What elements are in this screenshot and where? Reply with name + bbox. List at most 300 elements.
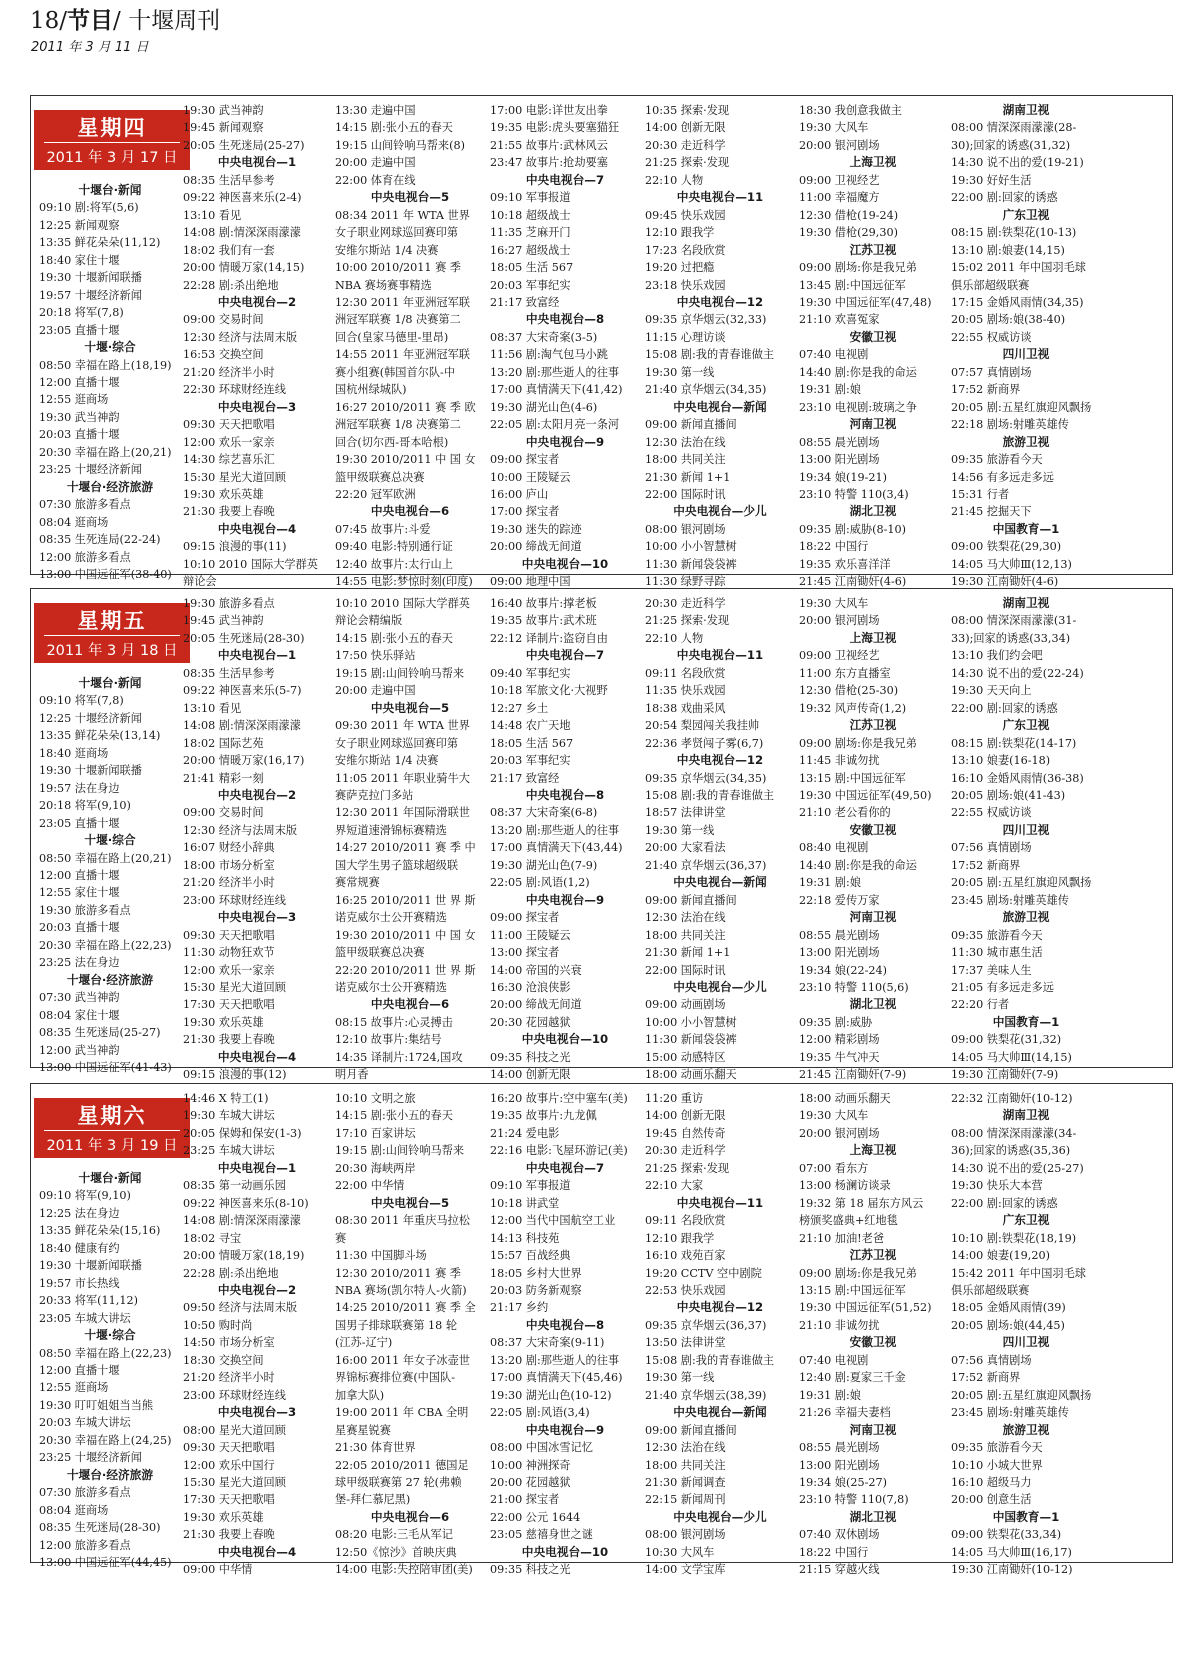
program-entry: 14:55 2011 年亚洲冠军联 [335, 348, 470, 362]
program-entry: 国杭州绿城队) [335, 383, 407, 397]
program-entry: 10:10 2010 国际大学群英 [183, 557, 318, 571]
program-entry: 23:05 车城大讲坛 [39, 1311, 131, 1325]
program-entry: 18:00 市场分析室 [183, 858, 275, 872]
channel-heading: 中央电视台—5 [370, 700, 450, 715]
program-entry: 16:10 金婚风雨情(36-38) [951, 771, 1084, 785]
program-entry: 20:00 银河剧场 [799, 138, 880, 152]
program-entry: 14:00 电影:失控陪审团(美) [335, 1563, 473, 1577]
program-entry: 22:05 2010/2011 德国足 [335, 1458, 469, 1472]
schedule-column [183, 595, 331, 1082]
program-entry: 12:30 2011 年国际滑联世 [335, 806, 470, 820]
program-entry: 19:30 好好生活 [951, 173, 1032, 187]
program-entry: 22:00 中华情 [335, 1179, 405, 1193]
program-entry: 14:08 剧:情深深雨濛濛 [183, 226, 301, 240]
program-entry: 13:10 娘妻(16-18) [951, 754, 1051, 768]
program-entry: 14:00 文学宝库 [645, 1563, 726, 1577]
channel-heading: 广东卫视 [1002, 207, 1050, 222]
program-entry: 17:10 百家讲坛 [335, 1126, 416, 1140]
program-entry: 22:12 译制片:盗窃自由 [490, 631, 608, 645]
program-entry: 18:05 生活 567 [490, 736, 574, 750]
program-entry: 11:30 新闻袋袋裤 [645, 1033, 737, 1047]
program-entry: 19:57 法在身边 [39, 781, 120, 795]
program-entry: 11:35 芝麻开门 [490, 226, 571, 240]
program-entry: 11:00 东方直播室 [799, 666, 891, 680]
program-entry: 15:08 剧:我的青春谁做主 [645, 348, 775, 362]
program-entry: 23:45 剧场:射雕英雄传 [951, 1406, 1069, 1420]
program-entry: 09:00 新闻直播间 [645, 893, 737, 907]
program-entry: 09:00 地理中国 [490, 575, 571, 589]
program-entry: 18:30 交换空间 [183, 1353, 264, 1367]
program-entry: 09:00 剧场:你是我兄弟 [799, 736, 917, 750]
program-entry: 09:35 剧:威胁 [799, 1015, 873, 1029]
program-entry: 12:00 旅游多看点 [39, 550, 131, 564]
program-entry: 08:04 家住十堰 [39, 1008, 120, 1022]
channel-heading: 上海卫视 [849, 630, 897, 645]
program-entry: 20:05 保姆和保安(1-3) [183, 1126, 302, 1140]
program-entry: 11:15 心理访谈 [645, 330, 726, 344]
program-entry: 19:30 2010/2011 中 国 女 [335, 453, 476, 467]
program-entry: 11:30 绿野寻踪 [645, 575, 726, 589]
program-entry: 21:40 京华烟云(36,37) [645, 858, 767, 872]
program-entry: 加拿大队) [335, 1388, 385, 1402]
program-entry: 诺克威尔士公开赛精选 [335, 980, 447, 994]
day-name: 星期六 [77, 1104, 147, 1128]
program-entry: 21:25 探索·发现 [645, 156, 730, 170]
program-entry: 21:30 我要上春晚 [183, 1033, 275, 1047]
channel-heading: 十堰台·新闻 [78, 1171, 142, 1185]
program-entry: 08:30 2011 年重庆马拉松 [335, 1214, 470, 1228]
program-entry: 07:00 看东方 [799, 1161, 869, 1175]
program-entry: 20:05 生死迷局(25-27) [183, 138, 305, 152]
program-entry: 21:17 致富经 [490, 295, 560, 309]
program-entry: 20:30 幸福在路上(22,23) [39, 938, 172, 952]
channel-heading: 中央电视台—10 [521, 1544, 609, 1559]
program-entry: 10:30 大风车 [645, 1545, 715, 1559]
program-entry: 19:45 新闻观察 [183, 121, 264, 135]
program-entry: 12:40 故事片:太行山上 [335, 557, 453, 571]
program-entry: 20:30 走近科学 [645, 597, 726, 610]
program-entry: 国男子排球联赛第 18 轮 [335, 1318, 458, 1332]
program-entry: 14:05 马大帅Ⅲ(14,15) [951, 1050, 1072, 1064]
schedule-column [39, 1170, 181, 1569]
program-entry: 20:54 梨园闯关我挂帅 [645, 719, 760, 733]
program-entry: 界短道速滑锦标赛精选 [335, 823, 447, 837]
program-entry: 赛常规赛 [335, 876, 380, 890]
program-entry: 22:32 江南锄奸(10-12) [951, 1092, 1073, 1105]
paper-title: / 十堰周刊 [113, 8, 221, 34]
channel-heading: 旅游卫视 [1002, 910, 1050, 925]
channel-heading: 江苏卫视 [849, 718, 897, 733]
program-entry: 19:30 天天向上 [951, 684, 1032, 698]
program-entry: 16:53 交换空间 [183, 348, 264, 362]
schedule-column [335, 595, 485, 1082]
program-entry: 11:30 城市惠生活 [951, 946, 1043, 960]
channel-heading: 十堰台·经济旅游 [66, 1467, 154, 1482]
program-entry: 诺克威尔士公开赛精选 [335, 911, 447, 925]
program-entry: 女子职业网球巡回赛印第 [335, 226, 459, 240]
program-entry: 11:30 中国脚斗场 [335, 1249, 427, 1263]
program-entry: 22:10 人物 [645, 631, 704, 645]
program-entry: 15:30 星光大道回顾 [183, 1475, 286, 1489]
program-entry: 09:35 京华烟云(34,35) [645, 771, 767, 785]
program-entry: 13:15 剧:中国远征军 [799, 1283, 906, 1297]
program-entry: 07:30 旅游多看点 [39, 1486, 131, 1500]
program-entry: 19:30 第一线 [645, 1371, 715, 1385]
program-entry: 20:05 剧:五星红旗迎风飘扬 [951, 876, 1092, 890]
program-entry: 17:00 探宝者 [490, 505, 560, 519]
channel-heading: 湖北卫视 [849, 997, 897, 1012]
program-entry: 23:25 法在身边 [39, 956, 120, 970]
program-entry: 22:55 权威访谈 [951, 330, 1032, 344]
program-entry: 12:55 家住十堰 [39, 886, 120, 900]
channel-heading: 广东卫视 [1002, 718, 1050, 733]
program-entry: 18:22 中国行 [799, 1545, 869, 1559]
program-entry: 21:10 老公看你的 [799, 806, 891, 820]
program-entry: 20:05 剧场:娘(44,45) [951, 1318, 1065, 1332]
program-entry: 19:30 车城大讲坛 [183, 1109, 275, 1123]
program-entry: 09:10 剧:将军(5,6) [39, 201, 139, 215]
program-entry: 08:34 2011 年 WTA 世界 [335, 208, 470, 222]
day-date: 2011 年 3 月 17 日 [46, 150, 178, 166]
program-entry: 14:48 农广天地 [490, 719, 571, 733]
program-entry: 09:00 新闻直播间 [645, 418, 737, 432]
program-entry: 33);回家的诱惑(33,34) [951, 631, 1071, 645]
program-entry: 15:57 百战经典 [490, 1249, 571, 1263]
program-entry: 09:00 剧场:你是我兄弟 [799, 1266, 917, 1280]
program-entry: 12:30 2010/2011 赛 季 [335, 1266, 461, 1280]
program-entry: 22:55 权威访谈 [951, 806, 1032, 820]
program-entry: 22:00 剧:回家的诱惑 [951, 191, 1058, 205]
program-entry: 20:30 幸福在路上(24,25) [39, 1433, 172, 1447]
program-entry: 14:05 马大帅Ⅲ(12,13) [951, 557, 1072, 571]
program-entry: 19:00 2011 年 CBA 全明 [335, 1406, 469, 1420]
program-entry: 13:00 阳光剧场 [799, 946, 880, 960]
program-entry: 赛小组赛(韩国首尔队-中 [335, 365, 456, 379]
publication-date: 2011 年 3 月 11 日 [31, 40, 149, 55]
program-entry: 15:08 剧:我的青春谁做主 [645, 788, 775, 802]
program-entry: 篮甲级联赛总决赛 [335, 470, 425, 484]
program-entry: 19:45 自然传奇 [645, 1126, 726, 1140]
program-entry: 17:00 真情满天下(43,44) [490, 841, 623, 855]
program-entry: 08:00 星光大道回顾 [183, 1423, 286, 1437]
program-entry: 07:56 真情剧场 [951, 1353, 1032, 1367]
program-entry: 10:10 剧:铁梨花(18,19) [951, 1231, 1077, 1245]
program-entry: 12:25 新闻观察 [39, 218, 120, 232]
program-entry: 18:38 戏曲采风 [645, 701, 726, 715]
program-entry: 17:00 电影:详世友出拳 [490, 104, 608, 117]
program-entry: 23:18 快乐戏园 [645, 278, 726, 292]
program-entry: 12:30 借枪(19-24) [799, 208, 899, 222]
channel-heading: 中央电视台—新闻 [673, 875, 767, 890]
program-entry: 21:20 经济半小时 [183, 365, 275, 379]
program-entry: 21:30 我要上春晚 [183, 1528, 275, 1542]
program-entry: 16:00 2011 年女子冰壶世 [335, 1353, 470, 1367]
program-entry: 19:30 江南锄奸(4-6) [951, 575, 1059, 589]
program-entry: 08:35 第一动画乐园 [183, 1179, 286, 1193]
program-entry: 08:04 逛商场 [39, 1503, 109, 1517]
program-entry: 14:15 剧:张小五的春天 [335, 631, 453, 645]
program-entry: 14:50 市场分析室 [183, 1336, 275, 1350]
program-entry: 11:35 快乐戏园 [645, 684, 726, 698]
program-entry: 07:40 电视剧 [799, 1353, 869, 1367]
program-entry: 19:31 剧:娘 [799, 383, 861, 397]
program-entry: 10:18 讲武堂 [490, 1196, 560, 1210]
program-entry: 18:00 共同关注 [645, 453, 726, 467]
program-entry: 18:40 家住十堰 [39, 253, 120, 267]
channel-heading: 十堰台·经济旅游 [66, 479, 154, 494]
program-entry: 19:30 旅游多看点 [39, 903, 131, 917]
channel-heading: 中央电视台—5 [370, 190, 450, 205]
program-entry: 18:22 中国行 [799, 540, 869, 554]
channel-heading: 广东卫视 [1002, 1213, 1050, 1228]
program-entry: 15:42 2011 年中国羽毛球 [951, 1266, 1086, 1280]
channel-heading: 中央电视台—11 [676, 648, 764, 663]
schedule-column [645, 595, 795, 1082]
program-entry: 09:22 神医喜来乐(2-4) [183, 191, 302, 205]
program-entry: 07:56 真情剧场 [951, 841, 1032, 855]
program-entry: 18:30 我创意我做主 [799, 104, 902, 117]
program-entry: 14:00 帝国的兴衰 [490, 963, 582, 977]
program-entry: 19:20 过把瘾 [645, 261, 715, 275]
program-entry: 14:30 说不出的爱(25-27) [951, 1161, 1084, 1175]
channel-heading: 中央电视台—1 [217, 1160, 297, 1175]
channel-heading: 中央电视台—8 [525, 312, 605, 327]
program-entry: 女子职业网球巡回赛印第 [335, 736, 459, 750]
program-entry: 09:10 将军(7,8) [39, 694, 124, 708]
program-entry: 08:00 情深深雨濛濛(28- [951, 121, 1077, 135]
program-entry: 23:25 车城大讲坛 [183, 1144, 275, 1158]
program-entry: 17:50 快乐驿站 [335, 649, 416, 663]
program-entry: 08:20 电影:三毛从军记 [335, 1528, 453, 1542]
program-entry: 17:52 新商界 [951, 1371, 1021, 1385]
divider [44, 1130, 180, 1131]
program-entry: 09:45 快乐戏园 [645, 208, 726, 222]
day-panel-saturday [30, 1083, 1173, 1577]
schedule-column [645, 1090, 795, 1577]
program-entry: 23:05 直播十堰 [39, 816, 120, 830]
program-entry: 23:05 直播十堰 [39, 323, 120, 337]
program-entry: 篮甲级联赛总决赛 [335, 946, 425, 960]
channel-heading: 湖北卫视 [849, 1509, 897, 1524]
program-entry: 22:20 行者 [951, 998, 1010, 1012]
program-entry: 10:00 2010/2011 赛 季 [335, 261, 461, 275]
program-entry: 12:10 跟我学 [645, 1231, 715, 1245]
program-entry: 19:30 旅游多看点 [183, 597, 275, 610]
program-entry: 13:35 鲜花朵朵(13,14) [39, 729, 161, 743]
channel-heading: 上海卫视 [849, 155, 897, 170]
program-entry: 09:00 铁梨花(29,30) [951, 540, 1062, 554]
program-entry: 17:52 新商界 [951, 383, 1021, 397]
program-entry: 12:55 逛商场 [39, 1381, 109, 1395]
program-entry: 20:03 车城大讲坛 [39, 1416, 131, 1430]
program-entry: 22:16 电影:飞屋环游记(美) [490, 1144, 628, 1158]
program-entry: 14:08 剧:情深深雨濛濛 [183, 1214, 301, 1228]
schedule-column [335, 102, 485, 589]
program-entry: 13:30 走遍中国 [335, 104, 416, 117]
program-entry: 13:15 剧:中国远征军 [799, 771, 906, 785]
program-entry: 17:37 美味人生 [951, 963, 1032, 977]
program-entry: 08:15 剧:铁梨花(10-13) [951, 226, 1077, 240]
program-entry: 18:00 共同关注 [645, 1458, 726, 1472]
program-entry: 09:30 2011 年 WTA 世界 [335, 719, 470, 733]
schedule-column [799, 102, 947, 589]
program-entry: 13:35 鲜花朵朵(15,16) [39, 1224, 161, 1238]
program-entry: 18:05 生活 567 [490, 261, 574, 275]
program-entry: 12:30 法治在线 [645, 911, 726, 925]
program-entry: 19:30 大风车 [799, 121, 869, 135]
program-entry: 界锦标赛排位赛(中国队- [335, 1371, 456, 1385]
program-entry: 08:55 晨光剧场 [799, 1441, 880, 1455]
program-entry: 22:00 国际时讯 [645, 487, 726, 501]
channel-heading: 十堰·综合 [84, 340, 136, 355]
program-entry: 19:45 武当神韵 [183, 614, 264, 628]
program-entry: 17:52 新商界 [951, 858, 1021, 872]
program-entry: 俱乐部超级联赛 [951, 278, 1030, 292]
channel-heading: 中央电视台—少儿 [673, 979, 767, 994]
program-entry: 08:55 晨光剧场 [799, 928, 880, 942]
program-entry: 08:55 晨光剧场 [799, 435, 880, 449]
program-entry: 13:10 看见 [183, 208, 242, 222]
program-entry: 19:30 2010/2011 中 国 女 [335, 928, 476, 942]
program-entry: 回合(皇家马德里-里昂) [335, 330, 449, 344]
program-entry: 21:30 新闻调查 [645, 1475, 726, 1489]
program-entry: 15:30 星光大道回顾 [183, 980, 286, 994]
program-entry: 08:00 情深深雨濛濛(34- [951, 1126, 1077, 1140]
program-entry: 19:30 借枪(29,30) [799, 226, 898, 240]
program-entry: 08:04 逛商场 [39, 515, 109, 529]
channel-heading: 河南卫视 [849, 417, 897, 432]
channel-heading: 旅游卫视 [1002, 1422, 1050, 1437]
program-entry: 18:40 逛商场 [39, 746, 109, 760]
program-entry: 08:35 生活早参考 [183, 666, 275, 680]
program-entry: 俱乐部超级联赛 [951, 1283, 1030, 1297]
channel-heading: 江苏卫视 [849, 242, 897, 257]
program-entry: 21:45 江南锄奸(7-9) [799, 1068, 907, 1082]
channel-heading: 中央电视台—7 [525, 1160, 605, 1175]
program-entry: 12:00 直播十堰 [39, 1363, 120, 1377]
program-entry: 09:00 交易时间 [183, 313, 264, 327]
channel-heading: 中央电视台—6 [370, 504, 450, 519]
program-entry: 22:10 人物 [645, 173, 704, 187]
program-entry: 22:10 大家 [645, 1179, 704, 1193]
program-entry: 08:37 大宋奇案(6-8) [490, 806, 598, 820]
program-entry: 13:00 阳光剧场 [799, 1458, 880, 1472]
day-name: 星期四 [77, 116, 147, 140]
program-entry: 09:00 动画剧场 [645, 998, 726, 1012]
program-entry: 20:18 将军(7,8) [39, 306, 124, 320]
program-entry: 14:25 2010/2011 赛 季 全 [335, 1301, 476, 1315]
program-entry: 13:00 阳光剧场 [799, 453, 880, 467]
day-header [34, 603, 190, 663]
program-entry: 12:00 直播十堰 [39, 868, 120, 882]
program-entry: 07:30 武当神韵 [39, 991, 120, 1005]
program-entry: 09:11 名段欣赏 [645, 1214, 726, 1228]
program-entry: 19:30 十堰新闻联播 [39, 271, 142, 285]
program-entry: 23:10 电视剧:玻璃之争 [799, 400, 917, 414]
program-entry: 20:00 缔战无间道 [490, 540, 582, 554]
program-entry: 22:30 环球财经连线 [183, 383, 286, 397]
channel-heading: 河南卫视 [849, 910, 897, 925]
program-entry: 09:00 探宝者 [490, 911, 560, 925]
channel-heading: 中国教育—1 [992, 1509, 1060, 1524]
program-entry: 17:23 名段欣赏 [645, 243, 726, 257]
program-entry: 22:20 2010/2011 世 界 斯 [335, 963, 476, 977]
program-entry: 14:30 说不出的爱(19-21) [951, 156, 1084, 170]
program-entry: 14:13 科技苑 [490, 1231, 560, 1245]
program-entry: 国大学生男子篮球超级联 [335, 858, 459, 872]
channel-heading: 湖南卫视 [1002, 1108, 1050, 1123]
program-entry: 08:40 电视剧 [799, 841, 869, 855]
program-entry: 12:25 十堰经济新闻 [39, 711, 142, 725]
program-entry: 12:55 逛商场 [39, 393, 109, 407]
channel-heading: 中央电视台—2 [217, 1282, 297, 1297]
program-entry: 22:18 爱传万家 [799, 893, 880, 907]
program-entry: 16:40 故事片:撑老板 [490, 597, 597, 610]
program-entry: 11:30 动物狂欢节 [183, 946, 275, 960]
program-entry: 20:00 走遍中国 [335, 684, 416, 698]
program-entry: 明月香 [335, 1068, 369, 1082]
program-entry: 21:25 探索·发现 [645, 1161, 730, 1175]
program-entry: 08:15 剧:铁梨花(14-17) [951, 736, 1077, 750]
program-entry: 23:00 环球财经连线 [183, 893, 286, 907]
schedule-column [799, 595, 947, 1082]
schedule-column [490, 102, 640, 589]
program-entry: 10:10 文明之旅 [335, 1092, 416, 1105]
program-entry: 18:00 动画乐翻天 [645, 1068, 737, 1082]
program-entry: 20:00 情暖万家(14,15) [183, 261, 305, 275]
program-entry: 星赛星锐赛 [335, 1423, 391, 1437]
program-entry: 22:00 体育在线 [335, 173, 416, 187]
program-entry: 16:10 戏苑百家 [645, 1249, 726, 1263]
channel-heading: 中央电视台—9 [525, 892, 605, 907]
program-entry: 14:27 2010/2011 赛 季 中 [335, 841, 476, 855]
channel-heading: 十堰·综合 [84, 1328, 136, 1343]
program-entry: 08:35 生死迷局(25-27) [39, 1026, 161, 1040]
program-entry: 赛 [335, 1231, 347, 1245]
program-entry: 21:20 经济半小时 [183, 1371, 275, 1385]
schedule-column [799, 1090, 947, 1577]
program-entry: 09:35 旅游看今天 [951, 1441, 1043, 1455]
program-entry: 20:05 生死迷局(28-30) [183, 631, 305, 645]
program-entry: 安维尔斯站 1/4 决赛 [335, 754, 439, 768]
program-entry: 15:31 行者 [951, 487, 1010, 501]
program-entry: 19:15 山间铃响马帮来(8) [335, 138, 465, 152]
program-entry: 18:02 我们有一套 [183, 243, 275, 257]
program-entry: 20:00 大家看法 [645, 841, 726, 855]
program-entry: 赛萨克拉门多站 [335, 788, 414, 802]
program-entry: 13:20 剧:那些逝人的往事 [490, 365, 620, 379]
channel-heading: 中央电视台—8 [525, 787, 605, 802]
channel-heading: 旅游卫视 [1002, 434, 1050, 449]
program-entry: 14:40 剧:你是我的命运 [799, 858, 917, 872]
program-entry: 19:15 剧:山间铃响马帮来 [335, 1144, 465, 1158]
program-entry: 20:33 将军(11,12) [39, 1294, 138, 1308]
program-entry: 19:35 故事片:九龙佩 [490, 1109, 597, 1123]
program-entry: 22:18 剧场:射雕英雄传 [951, 418, 1069, 432]
program-entry: 23:47 故事片:抢劫要塞 [490, 156, 608, 170]
program-entry: 14:05 马大帅Ⅲ(16,17) [951, 1545, 1072, 1559]
program-entry: 19:35 故事片:武术班 [490, 614, 597, 628]
program-entry: 19:35 欢乐喜洋洋 [799, 557, 891, 571]
program-entry: 19:30 叮叮姐姐当当熊 [39, 1398, 154, 1412]
program-entry: 21:41 精彩一刻 [183, 771, 264, 785]
program-entry: 20:03 直播十堰 [39, 428, 120, 442]
program-entry: 辩论会精编版 [335, 614, 403, 628]
program-entry: 09:40 军事纪实 [490, 666, 571, 680]
channel-heading: 安徽卫视 [849, 329, 897, 344]
program-entry: 17:00 真情满天下(41,42) [490, 383, 623, 397]
program-entry: 19:30 第一线 [645, 365, 715, 379]
